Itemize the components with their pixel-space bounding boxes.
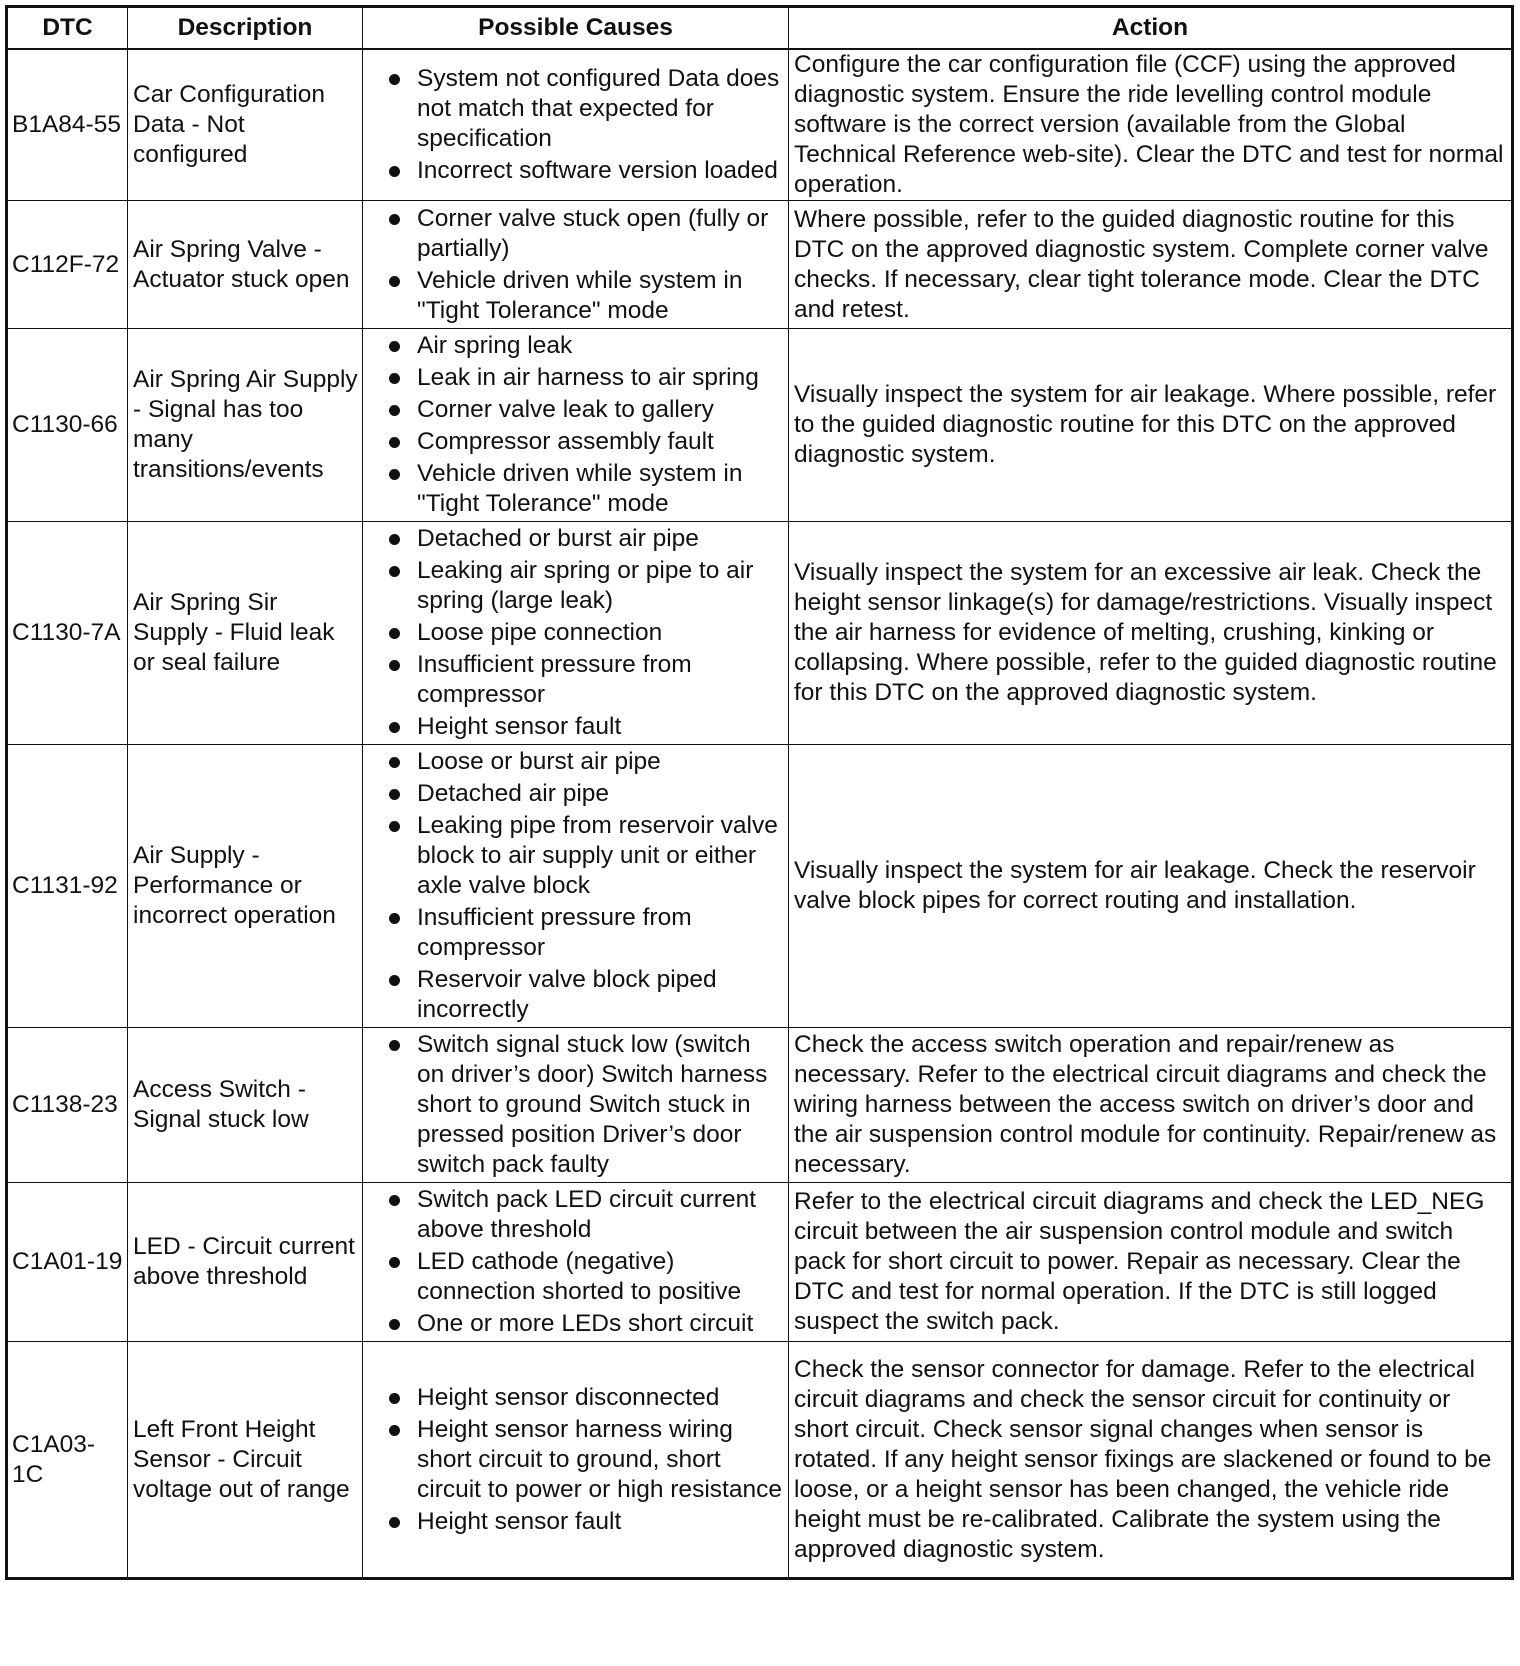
possible-causes-cell [363,745,789,1028]
cause-item: Corner valve leak to gallery [367,395,784,425]
cause-item: Height sensor disconnected [367,1383,784,1413]
cause-item: Reservoir valve block piped incorrectly [367,965,784,1025]
cause-item: Height sensor harness wiring short circuit to ground, short circuit to power or high resistance [367,1415,784,1505]
dtc-table [5,5,1514,1580]
causes-list [367,64,784,186]
cause-item: Vehicle driven while system in "Tight Tolerance" mode [367,459,784,519]
cause-item: Insufficient pressure from compressor [367,650,784,710]
dtc-description: Air Supply - Performance or incorrect operation [128,745,363,1028]
action-text: Where possible, refer to the guided diagnostic routine for this DTC on the approved diagnostic system. Complete corner valve checks. If necessary, clear tight tolerance mode. Clear the DTC and retest. [789,201,1513,329]
dtc-description: LED - Circuit current above threshold [128,1183,363,1342]
dtc-code: C112F-72 [7,201,128,329]
header-row [7,7,1513,50]
possible-causes-cell [363,1183,789,1342]
cause-item: LED cathode (negative) connection shorted to positive [367,1247,784,1307]
dtc-code: C1A01-19 [7,1183,128,1342]
cause-item: One or more LEDs short circuit [367,1309,784,1339]
table-row [7,201,1513,329]
possible-causes-cell [363,329,789,522]
cause-item: System not configured Data does not match that expected for specification [367,64,784,154]
cause-item: Switch pack LED circuit current above threshold [367,1185,784,1245]
dtc-description: Air Spring Air Supply - Signal has too many transitions/events [128,329,363,522]
possible-causes-cell [363,522,789,745]
cause-item: Height sensor fault [367,1507,784,1537]
cause-item: Leaking air spring or pipe to air spring (large leak) [367,556,784,616]
cause-item: Compressor assembly fault [367,427,784,457]
table-row [7,745,1513,1028]
dtc-code: C1130-7A [7,522,128,745]
table-row [7,1183,1513,1342]
table-row [7,329,1513,522]
possible-causes-cell [363,1342,789,1579]
cause-item: Corner valve stuck open (fully or partially) [367,204,784,264]
action-text: Check the access switch operation and repair/renew as necessary. Refer to the electrical circuit diagrams and check the wiring harness between the access switch on driver’s door and the air suspension control module for continuity. Repair/renew as necessary. [789,1028,1513,1183]
cause-item: Air spring leak [367,331,784,361]
cause-item: Leak in air harness to air spring [367,363,784,393]
causes-list [367,747,784,1025]
cause-item: Height sensor fault [367,712,784,742]
cause-item: Incorrect software version loaded [367,156,784,186]
table-row [7,49,1513,201]
header-possible-causes: Possible Causes [363,7,789,50]
action-text: Check the sensor connector for damage. Refer to the electrical circuit diagrams and check the sensor circuit for continuity or short circuit. Check sensor signal changes when sensor is rotated. If any height sensor fixings are slackened or found to be loose, or a height sensor has been changed, the vehicle ride height must be re-calibrated. Calibrate the system using the approved diagnostic system. [789,1342,1513,1579]
cause-item: Detached air pipe [367,779,784,809]
action-text: Visually inspect the system for air leakage. Where possible, refer to the guided diagnostic routine for this DTC on the approved diagnostic system. [789,329,1513,522]
dtc-code: B1A84-55 [7,49,128,201]
cause-item: Insufficient pressure from compressor [367,903,784,963]
table-body [7,49,1513,1579]
cause-item: Switch signal stuck low (switch on driver’s door) Switch harness short to ground Switch stuck in pressed position Driver’s door switch pack faulty [367,1030,784,1180]
possible-causes-cell [363,49,789,201]
cause-item: Leaking pipe from reservoir valve block to air supply unit or either axle valve block [367,811,784,901]
causes-list [367,524,784,742]
action-text: Refer to the electrical circuit diagrams and check the LED_NEG circuit between the air suspension control module and switch pack for short circuit to power. Repair as necessary. Clear the DTC and test for normal operation. If the DTC is still logged suspect the switch pack. [789,1183,1513,1342]
table-row [7,522,1513,745]
dtc-description: Car Configuration Data - Not configured [128,49,363,201]
cause-item: Vehicle driven while system in "Tight Tolerance" mode [367,266,784,326]
causes-list [367,1030,784,1180]
causes-list [367,331,784,519]
dtc-description: Air Spring Valve - Actuator stuck open [128,201,363,329]
dtc-description: Air Spring Sir Supply - Fluid leak or seal failure [128,522,363,745]
cause-item: Loose pipe connection [367,618,784,648]
dtc-description: Access Switch - Signal stuck low [128,1028,363,1183]
dtc-code: C1A03-1C [7,1342,128,1579]
dtc-code: C1130-66 [7,329,128,522]
header-action: Action [789,7,1513,50]
table-row [7,1342,1513,1579]
table-row [7,1028,1513,1183]
causes-list [367,204,784,326]
cause-item: Detached or burst air pipe [367,524,784,554]
dtc-code: C1138-23 [7,1028,128,1183]
action-text: Visually inspect the system for an excessive air leak. Check the height sensor linkage(s) for damage/restrictions. Visually inspect the air harness for evidence of melting, crushing, kinking or collapsing. Where possible, refer to the guided diagnostic routine for this DTC on the approved diagnostic system. [789,522,1513,745]
causes-list [367,1185,784,1339]
causes-list [367,1383,784,1537]
possible-causes-cell [363,201,789,329]
dtc-description: Left Front Height Sensor - Circuit voltage out of range [128,1342,363,1579]
action-text: Configure the car configuration file (CCF) using the approved diagnostic system. Ensure the ride levelling control module software is the correct version (available from the Global Technical Reference web-site). Clear the DTC and test for normal operation. [789,49,1513,201]
header-dtc: DTC [7,7,128,50]
header-description: Description [128,7,363,50]
action-text: Visually inspect the system for air leakage. Check the reservoir valve block pipes for correct routing and installation. [789,745,1513,1028]
dtc-code: C1131-92 [7,745,128,1028]
cause-item: Loose or burst air pipe [367,747,784,777]
possible-causes-cell [363,1028,789,1183]
